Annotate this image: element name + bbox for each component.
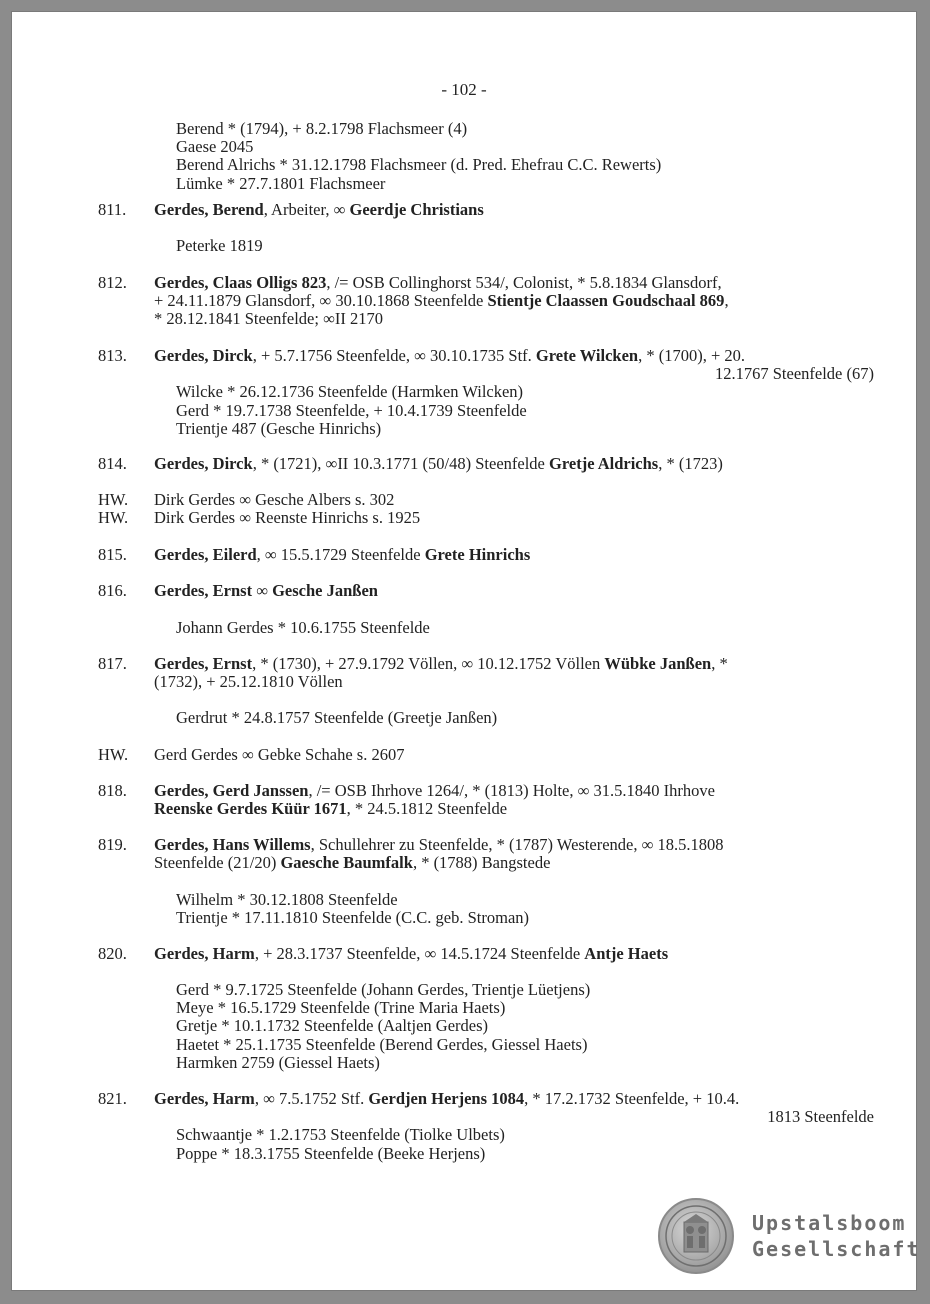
person-name: Gerdes, Harm (154, 1089, 255, 1108)
child-line: Trientje * 17.11.1810 Steenfelde (C.C. geb. Stroman) (176, 908, 530, 928)
hw-label: HW. (98, 508, 129, 527)
person-name: Gerdes, Hans Willems (154, 835, 311, 854)
child-line: Berend * (1794), + 8.2.1798 Flachsmeer (4) (176, 119, 468, 138)
entry-number: 820. (98, 944, 127, 963)
child-line: Gretje * 10.1.1732 Steenfelde (Aaltjen Gerdes) (176, 1016, 489, 1036)
children-819 (154, 891, 896, 927)
person-name: Gerdes, Dirck (154, 346, 253, 365)
entry-818: Gerdes, Gerd Janssen, /= OSB Ihrhove 1264/, * (1813) Holte, ∞ 31.5.1840 Ihrhove Reenske Gerdes Küür 1671, * 24.5.1812 Steenfelde (154, 781, 715, 819)
person-name: Gerdes, Ernst (154, 581, 253, 600)
child-line: Gerd * 19.7.1738 Steenfelde, + 10.4.1739 Steenfelde (176, 400, 527, 420)
spouse-name: Antje Haets (584, 944, 669, 963)
entry-819: Gerdes, Hans Willems, Schullehrer zu Steenfelde, * (1787) Westerende, ∞ 18.5.1808 Steenfelde (21/20) Gaesche Baumfalk, * (1788) Bangstede (154, 835, 724, 873)
spouse-name: Grete Wilcken (535, 346, 639, 365)
entry-number: 813. (98, 346, 127, 365)
document-page (12, 12, 921, 1290)
hw-label: HW. (98, 490, 129, 509)
child-line: Schwaantje * 1.2.1753 Steenfelde (Tiolke Ulbets) (176, 1125, 505, 1145)
spouse-name: Gretje Aldrichs (549, 454, 659, 473)
spouse-name: Grete Hinrichs (424, 545, 531, 564)
child-line: Peterke 1819 (176, 236, 263, 255)
entry-number: 819. (98, 835, 127, 854)
person-name: Gerdes, Gerd Janssen (154, 781, 309, 800)
entry-number: 821. (98, 1089, 127, 1108)
person-name: Gerdes, Harm (154, 944, 255, 963)
entry-number: 816. (98, 581, 127, 600)
child-line: Gerdrut * 24.8.1757 Steenfelde (Greetje Janßen) (176, 708, 498, 727)
society-logo (658, 1198, 921, 1274)
child-line: Wilhelm * 30.12.1808 Steenfelde (176, 890, 398, 909)
child-line: Harmken 2759 (Giessel Haets) (176, 1052, 380, 1072)
child-line: Wilcke * 26.12.1736 Steenfelde (Harmken Wilcken) (176, 382, 524, 402)
person-name: Gerdes, Eilerd (154, 545, 257, 564)
entry-813: Gerdes, Dirck, + 5.7.1756 Steenfelde, ∞ 30.10.1735 Stf. Grete Wilcken, * (1700), + 20. 12.1767 Steenfelde (67) Wilcke * 26.12.1736 Steenfelde (Harmken Wilcken) Gerd * 19.7.1738 Steenfelde, + 10.4.1739 Steenfelde Trientje 487 (Gesche Hinrichs) (154, 346, 874, 438)
spouse-name: Wübke Janßen (604, 654, 712, 673)
spouse-name: Reenske Gerdes Küür 1671 (154, 799, 347, 819)
entry-821: Gerdes, Harm, ∞ 7.5.1752 Stf. Gerdjen Herjens 1084, * 17.2.1732 Steenfelde, + 10.4. 1813 Steenfelde Schwaantje * 1.2.1753 Steenfelde (Tiolke Ulbets) Poppe * 18.3.1755 Steenfelde (Beeke Herjens) (154, 1089, 874, 1163)
child-line: Poppe * 18.3.1755 Steenfelde (Beeke Herjens) (176, 1143, 486, 1163)
child-line: Gaese 2045 (176, 137, 254, 157)
entry-number: 811. (98, 200, 127, 219)
spouse-name: Stientje Claassen Goudschaal 869 (487, 291, 725, 311)
person-name: Gerdes, Ernst (154, 654, 253, 673)
continuation-children (154, 120, 896, 193)
entry-817: Gerdes, Ernst, * (1730), + 27.9.1792 Völlen, ∞ 10.12.1752 Völlen Wübke Janßen, * (1732), + 25.12.1810 Völlen (154, 654, 728, 692)
seal-icon (658, 1198, 734, 1274)
spouse-name: Geerdje Christians (349, 200, 484, 219)
entry-number: 817. (98, 654, 127, 673)
child-line: Berend Alrichs * 31.12.1798 Flachsmeer (d. Pred. Ehefrau C.C. Rewerts) (176, 155, 662, 175)
entry-811: Gerdes, Berend, Arbeiter, ∞ Geerdje Christians (154, 200, 484, 219)
entry-number: 818. (98, 781, 127, 800)
hw-line: Dirk Gerdes ∞ Gesche Albers s. 302 (154, 490, 395, 509)
page-number: - 102 - (441, 80, 487, 99)
entry-number: 815. (98, 545, 127, 564)
child-line: Johann Gerdes * 10.6.1755 Steenfelde (176, 618, 430, 637)
child-line: Haetet * 25.1.1735 Steenfelde (Berend Gerdes, Giessel Haets) (176, 1034, 588, 1054)
hw-line: Gerd Gerdes ∞ Gebke Schahe s. 2607 (154, 745, 405, 764)
logo-text: Upstalsboom Gesellschaft (752, 1211, 921, 1261)
entry-number: 812. (98, 273, 127, 292)
entry-number: 814. (98, 454, 127, 473)
entry-814: Gerdes, Dirck, * (1721), ∞II 10.3.1771 (50/48) Steenfelde Gretje Aldrichs, * (1723) (154, 454, 723, 473)
children-820 (154, 981, 896, 1072)
person-name: Gerdes, Claas Olligs 823 (154, 273, 327, 292)
child-line: Lümke * 27.7.1801 Flachsmeer (176, 173, 386, 193)
hw-line: Dirk Gerdes ∞ Reenste Hinrichs s. 1925 (154, 508, 421, 527)
spouse-name: Gesche Janßen (272, 581, 378, 600)
hw-label: HW. (98, 745, 129, 764)
entry-815: Gerdes, Eilerd, ∞ 15.5.1729 Steenfelde Grete Hinrichs (154, 545, 531, 564)
entry-816: Gerdes, Ernst ∞ Gesche Janßen (154, 581, 378, 600)
spouse-name: Gaesche Baumfalk (280, 853, 413, 873)
child-line: Meye * 16.5.1729 Steenfelde (Trine Maria Haets) (176, 998, 506, 1018)
spouse-name: Gerdjen Herjens 1084 (368, 1089, 525, 1108)
entry-820: Gerdes, Harm, + 28.3.1737 Steenfelde, ∞ 14.5.1724 Steenfelde Antje Haets (154, 944, 669, 963)
person-name: Gerdes, Dirck (154, 454, 253, 473)
entry-812: Gerdes, Claas Olligs 823, /= OSB Collinghorst 534/, Colonist, * 5.8.1834 Glansdorf, + 24.11.1879 Glansdorf, ∞ 30.10.1868 Steenfelde Stientje Claassen Goudschaal 869, * 28.12.1841 Steenfelde; ∞II 2170 (154, 273, 729, 329)
person-name: Gerdes, Berend (154, 200, 264, 219)
child-line: Gerd * 9.7.1725 Steenfelde (Johann Gerdes, Trientje Lüetjens) (176, 980, 591, 999)
child-line: Trientje 487 (Gesche Hinrichs) (176, 418, 382, 438)
